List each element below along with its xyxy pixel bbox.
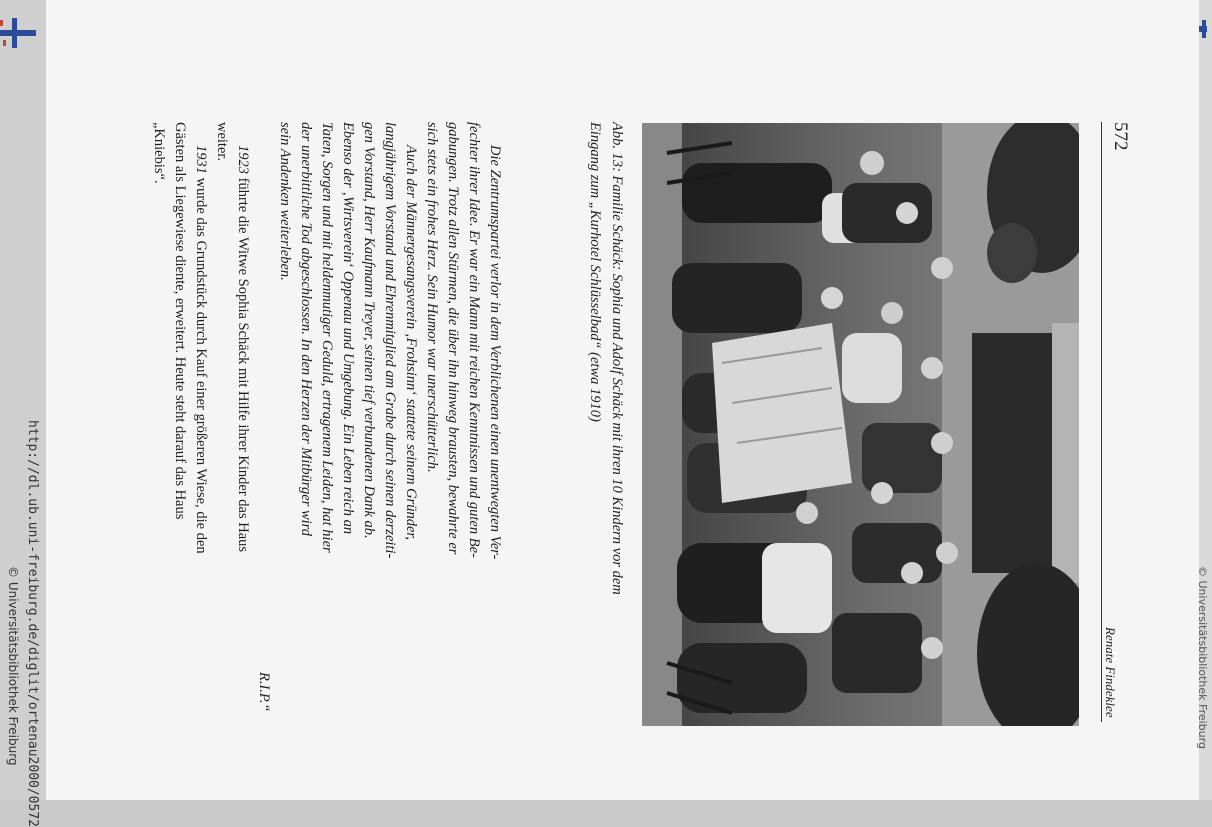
paragraph-1923-line-1 xyxy=(232,145,254,552)
paragraph-1931-line-1 xyxy=(190,145,212,554)
body-line: sein Andenken weiterleben. xyxy=(277,122,293,281)
paragraph-1931-line-3: „Kniebis“. xyxy=(151,122,167,184)
body-line: gabungen. Trotz allen Stürmen, die über ihn hinweg brausten, bewahrte er xyxy=(445,122,461,555)
paragraph-1931-text: wurde das Grundstück durch Kauf einer größeren Wiese, die den xyxy=(193,174,209,554)
body-line: Auch der Männergesangsverein ‚Frohsinn‘ stattete seinem Gründer, xyxy=(403,145,419,541)
body-line-rip: R.I.P.“ xyxy=(256,672,272,712)
watermark-right-edge: © Universitätsbibliothek Freiburg xyxy=(1196,566,1209,749)
body-line: Die Zentrumspartei verlor in dem Verblichenen einen unentwegten Ver- xyxy=(487,145,503,560)
paragraph-1923-line-2: weiter. xyxy=(214,122,230,162)
body-line: fechter ihrer Idee. Er war ein Mann mit reichen Kenntnissen und guten Be- xyxy=(466,122,482,558)
body-line: sich stets ein frohes Herz. Sein Humor war unerschütterlich. xyxy=(424,122,440,473)
body-line: Taten, Sorgen und mit heldenmutiger Geduld, ertragenem Leiden, hat hier xyxy=(319,122,335,553)
family-photograph xyxy=(642,123,1079,726)
scan-marker-left-icon xyxy=(0,18,40,52)
body-line: langjährigem Vorstand und Ehrenmitglied am Grabe durch seinen derzeiti- xyxy=(382,122,398,559)
running-head-author: Renate Findeklee xyxy=(1103,627,1118,718)
figure-caption-line-2: Eingang zum „Kurhotel Schlüsselbad“ (etwa 1910) xyxy=(587,122,603,422)
figure-caption-line-1: Abb. 13: Familie Schäck: Sophia und Adolf Schäck mit ihren 10 Kindern vor dem xyxy=(609,122,625,595)
body-line: Ebenso der ‚Wirtsverein‘ Oppenau und Umgebung. Ein Leben reich an xyxy=(340,122,356,535)
watermark-copyright: © Universitätsbibliothek Freiburg xyxy=(6,566,20,766)
body-line: gen Vorstand, Herr Kaufmann Treyer, seinen tief verbundenen Dank ab. xyxy=(361,122,377,539)
year-1923: 1923 xyxy=(235,145,251,174)
scan-marker-right-icon xyxy=(1199,20,1209,40)
watermark-url-link[interactable]: http://dl.ub.uni-freiburg.de/diglit/ortenau2000/0572 xyxy=(25,420,40,827)
page-number: 572 xyxy=(1110,122,1131,151)
body-line: der unerbittliche Tod abgeschlossen. In den Herzen der Mitbürger wird xyxy=(298,122,314,537)
paragraph-1931-line-2: Gästen als Liegewiese diente, erweitert. Heute steht darauf das Haus xyxy=(172,122,188,520)
paragraph-1923-text: führte die Witwe Sophia Schäck mit Hilfe ihrer Kinder das Haus xyxy=(235,174,251,553)
year-1931: 1931 xyxy=(193,145,209,174)
